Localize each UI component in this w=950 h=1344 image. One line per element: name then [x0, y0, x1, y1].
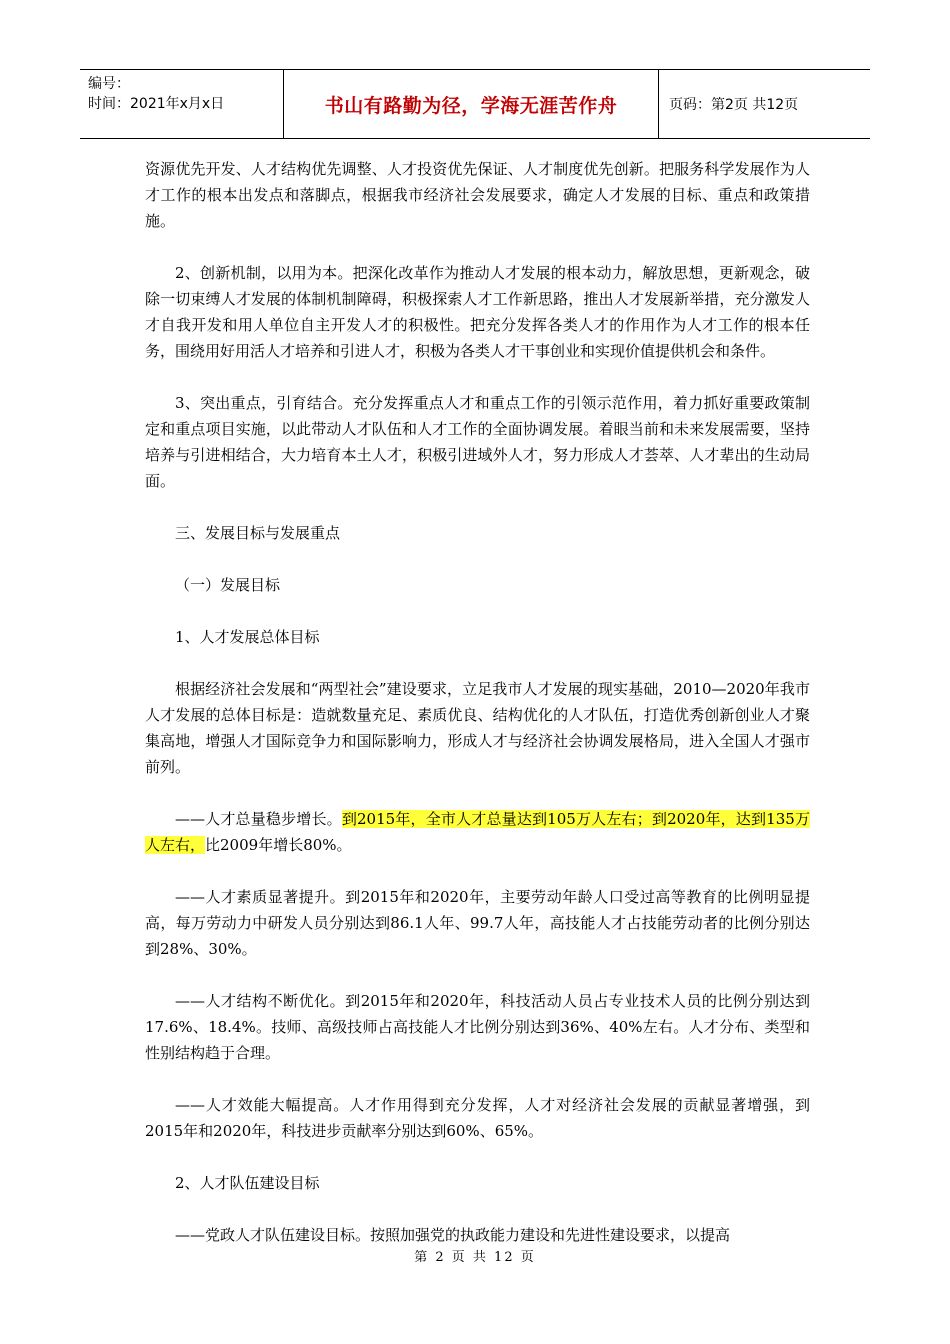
item-heading: 2、人才队伍建设目标 [175, 1174, 320, 1192]
paragraph: ——人才结构不断优化。到2015年和2020年，科技活动人员占专业技术人员的比例分别达到17.6%、18.4%。技师、高级技师占高技能人才比例分别达到36%、40%左右。人才分布、类型和性别结构趋于合理。 [145, 992, 810, 1062]
paragraph: 2、创新机制，以用为本。把深化改革作为推动人才发展的根本动力，解放思想，更新观念，破除一切束缚人才发展的体制机制障碍，积极探索人才工作新思路，推出人才发展新举措，充分激发人才自我开发和用人单位自主开发人才的积极性。把充分发挥各类人才的作用作为人才工作的根本任务，围绕用好用活人才培养和引进人才，积极为各类人才干事创业和实现价值提供机会和条件。 [145, 264, 810, 360]
document-number-label: 编号： [88, 76, 130, 92]
page-header [80, 69, 870, 139]
document-date-label: 时间：2021年x月x日 [88, 96, 225, 112]
paragraph: ——人才素质显著提升。到2015年和2020年，主要劳动年龄人口受过高等教育的比例明显提高，每万劳动力中研发人员分别达到86.1人年、99.7人年，高技能人才占技能劳动者的比例分别达到28%、30%。 [145, 888, 810, 958]
paragraph-lead: ——人才总量稳步增长。 [175, 810, 342, 828]
paragraph: 根据经济社会发展和“两型社会”建设要求，立足我市人才发展的现实基础，2010—2020年我市人才发展的总体目标是：造就数量充足、素质优良、结构优化的人才队伍，打造优秀创新创业人才聚集高地，增强人才国际竞争力和国际影响力，形成人才与经济社会协调发展格局，进入全国人才强市前列。 [145, 680, 810, 776]
paragraph: ——人才效能大幅提高。人才作用得到充分发挥，人才对经济社会发展的贡献显著增强，到2015年和2020年，科技进步贡献率分别达到60%、65%。 [145, 1096, 810, 1140]
page-footer: 第 2 页 共 12 页 [414, 1250, 536, 1265]
section-heading: 三、发展目标与发展重点 [175, 524, 341, 542]
paragraph: ——党政人才队伍建设目标。按照加强党的执政能力建设和先进性建设要求，以提高 [175, 1226, 731, 1244]
document-body [145, 156, 810, 1248]
header-page-info [659, 70, 870, 138]
highlighted-text: 到2015年，全市人才总量达到105万人左右；到2020年，达到135万人左右， [145, 810, 810, 854]
item-heading: 1、人才发展总体目标 [175, 628, 320, 646]
header-motto: 书山有路勤为径，学海无涯苦作舟 [324, 94, 618, 117]
subsection-heading: （一）发展目标 [175, 576, 281, 594]
header-motto-cell [283, 70, 659, 138]
paragraph: 3、突出重点，引育结合。充分发挥重点人才和重点工作的引领示范作用，着力抓好重要政策制定和重点项目实施，以此带动人才队伍和人才工作的全面协调发展。着眼当前和未来发展需要，坚持培养与引进相结合，大力培育本土人才，积极引进域外人才，努力形成人才荟萃、人才辈出的生动局面。 [145, 394, 810, 490]
page-count-label: 页码：第2页 共12页 [669, 97, 799, 113]
paragraph-tail: 比2009年增长80%。 [205, 836, 352, 854]
paragraph-highlighted [145, 806, 810, 858]
header-meta [80, 70, 283, 138]
paragraph: 资源优先开发、人才结构优先调整、人才投资优先保证、人才制度优先创新。把服务科学发展作为人才工作的根本出发点和落脚点，根据我市经济社会发展要求，确定人才发展的目标、重点和政策措施。 [145, 160, 810, 230]
